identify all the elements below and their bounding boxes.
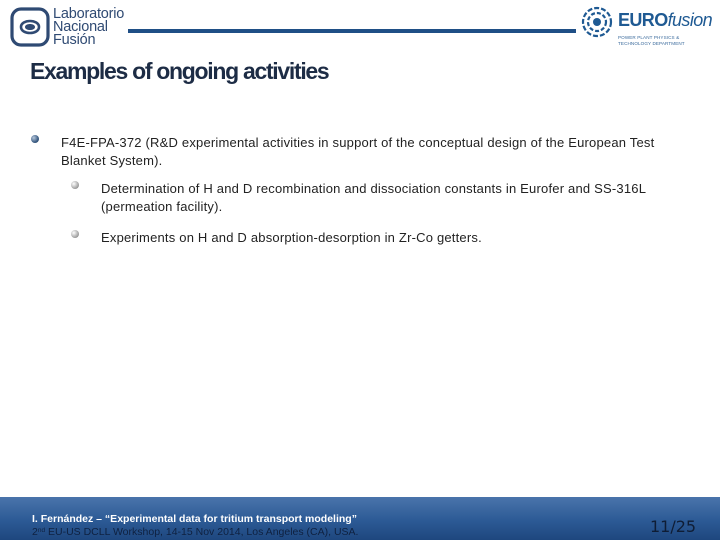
bullet-text: F4E-FPA-372 (R&D experimental activities in support of the conceptual design of the European Test Blanket System). xyxy=(61,135,655,168)
lnf-logo-line: Fusión xyxy=(53,32,96,48)
footer-event-ordinal: 2 xyxy=(32,526,38,538)
bullet-dot-icon xyxy=(71,230,79,238)
bullet-dot-icon xyxy=(31,135,39,143)
footer-author-title: I. Fernández – “Experimental data for tritium transport modeling” xyxy=(32,513,357,525)
footer-event-ordinal-suffix: nd xyxy=(37,527,46,534)
header-rule xyxy=(128,29,576,33)
footer-band xyxy=(0,497,720,540)
bullet-text: Experiments on H and D absorption-desorption in Zr-Co getters. xyxy=(101,230,482,245)
eurofusion-name-bold: EURO xyxy=(618,10,668,30)
bullet-level1 xyxy=(31,134,701,170)
bullet-level2 xyxy=(71,180,701,216)
footer-event-text: EU-US DCLL Workshop, 14-15 Nov 2014, Los Angeles (CA), USA. xyxy=(45,526,359,538)
lnf-logo-line: Nacional xyxy=(53,19,108,35)
eurofusion-name-italic: fusion xyxy=(667,10,713,30)
eurofusion-tagline xyxy=(618,35,685,47)
eurofusion-logo xyxy=(581,4,715,50)
lnf-logo-line: Laboratorio xyxy=(53,6,125,22)
lnf-emblem-icon xyxy=(10,7,50,47)
lnf-logo-text xyxy=(53,8,124,47)
eurofusion-tagline-line: POWER PLANT PHYSICS & xyxy=(618,35,680,40)
footer-event xyxy=(32,526,358,538)
lnf-logo xyxy=(10,6,130,48)
slide-title: Examples of ongoing activities xyxy=(30,58,329,84)
page-number: 11/25 xyxy=(650,517,697,536)
eurofusion-name xyxy=(618,10,712,31)
eurofusion-emblem-icon xyxy=(581,5,613,39)
eurofusion-tagline-line: TECHNOLOGY DEPARTMENT xyxy=(618,41,685,46)
bullet-dot-icon xyxy=(71,181,79,189)
bullet-level2 xyxy=(71,229,701,247)
bullet-text: Determination of H and D recombination and dissociation constants in Eurofer and SS-316L (permeation facility). xyxy=(101,181,646,214)
